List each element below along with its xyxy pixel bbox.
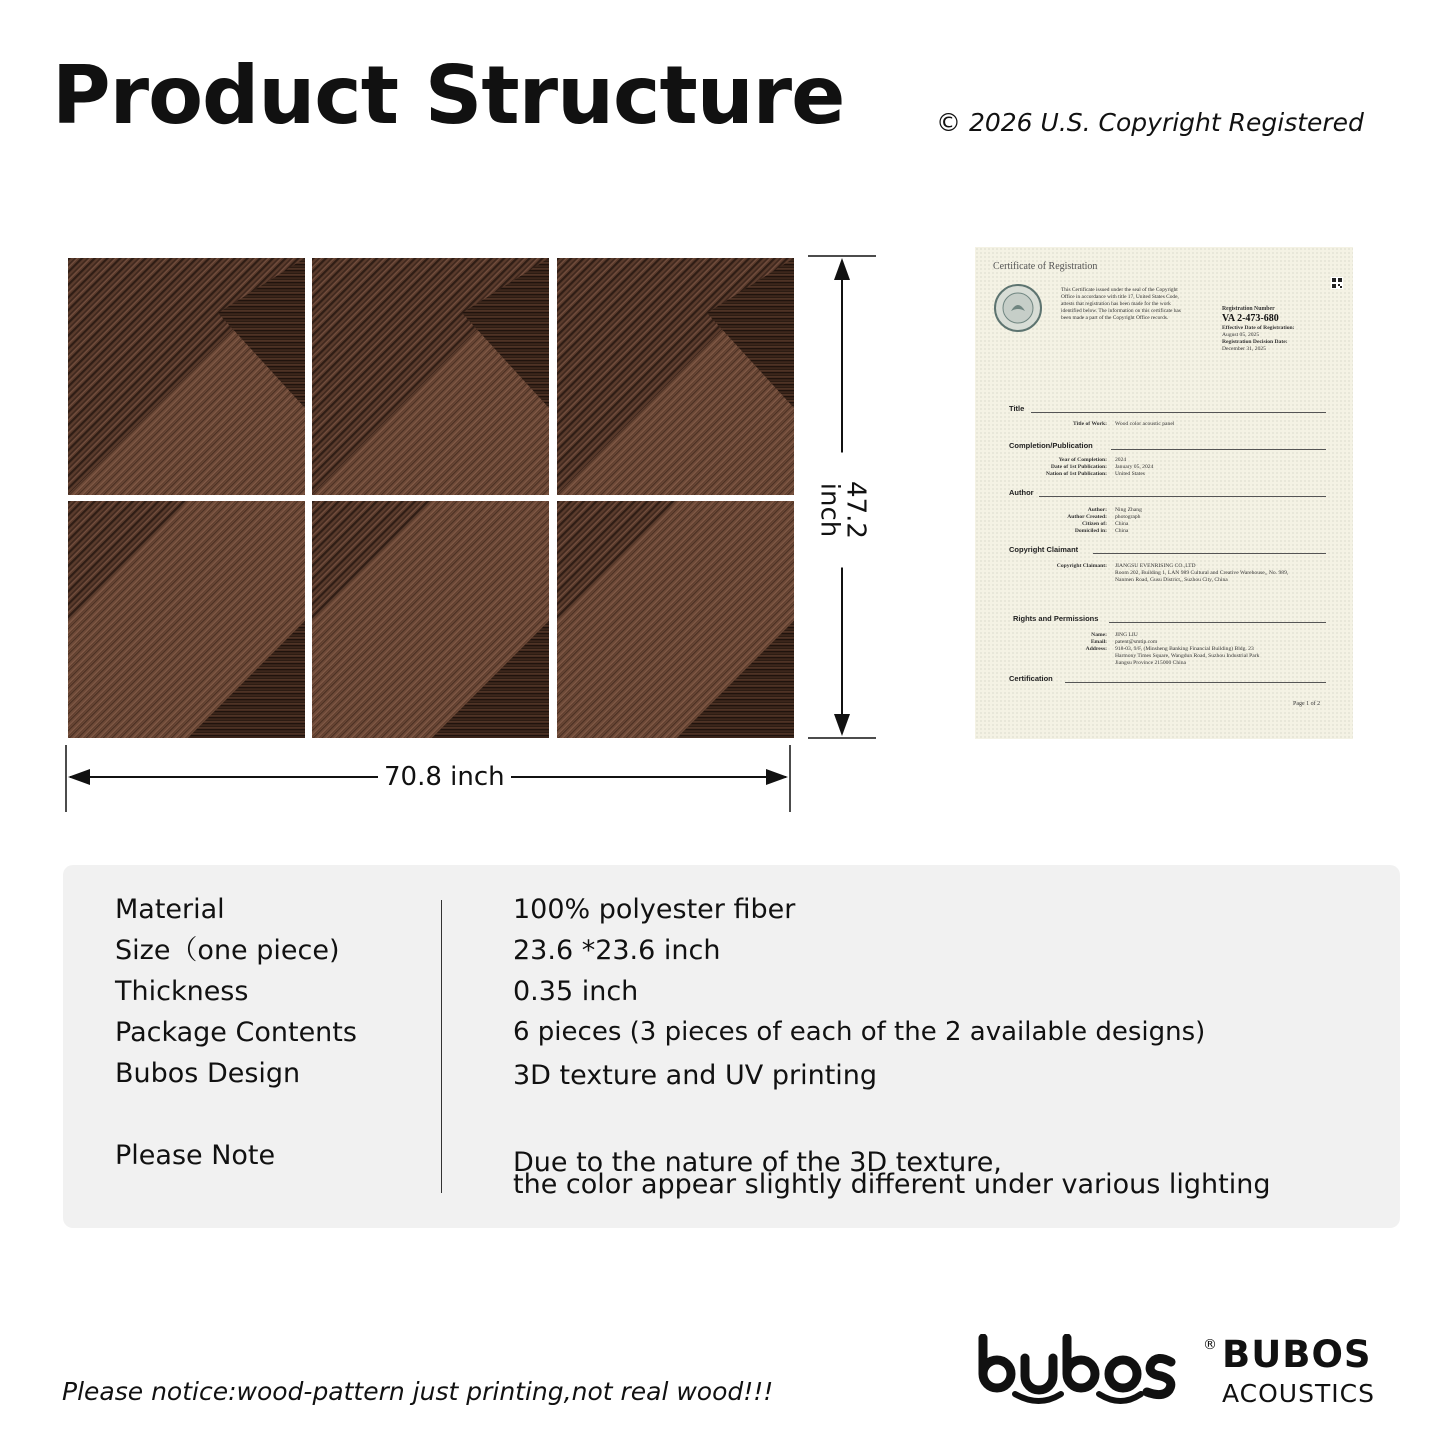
section-rule xyxy=(1065,682,1326,683)
rights-address-line: Jiangsu Province 215000 China xyxy=(1115,660,1187,666)
first-publication-label: Date of 1st Publication: xyxy=(1050,464,1107,470)
spec-table xyxy=(63,865,1400,1228)
spec-value-note-line-2: the color appear slightly different under various lighting xyxy=(513,1169,1271,1200)
nation: United States xyxy=(1115,471,1145,477)
year-of-completion-label: Year of Completion: xyxy=(1058,457,1107,463)
domiciled-label: Domiciled in: xyxy=(1074,528,1107,534)
section-completion: Completion/Publication xyxy=(1009,441,1093,450)
first-publication: January 05, 2024 xyxy=(1115,464,1154,470)
certificate-heading: Certificate of Registration xyxy=(993,261,1098,272)
claimant-label: Copyright Claimant: xyxy=(1056,563,1107,569)
effective-date: August 05, 2025 xyxy=(1222,332,1260,338)
section-rule xyxy=(1031,412,1326,413)
bubos-logo-wordmark xyxy=(975,1334,1185,1410)
certificate-intro-1: This Certificate issued under the seal of the Copyright xyxy=(1061,287,1178,293)
certificate-intro-3: attests that registration has been made for the work xyxy=(1061,301,1171,307)
brand-name: BUBOS xyxy=(1222,1333,1372,1376)
spec-label-size: Size（one piece) xyxy=(115,935,340,966)
section-certification: Certification xyxy=(1009,674,1053,683)
spec-label-material: Material xyxy=(115,894,225,925)
copyright-office-seal-icon xyxy=(993,283,1043,333)
qr-code-icon xyxy=(1331,277,1343,289)
decision-date: December 31, 2025 xyxy=(1222,346,1266,352)
width-arrow-head-right xyxy=(766,769,788,785)
spec-divider xyxy=(441,900,442,1193)
spec-value-material: 100% polyester fiber xyxy=(513,894,796,925)
author-label: Author: xyxy=(1087,507,1107,513)
brand-subtitle: ACOUSTICS xyxy=(1222,1379,1375,1408)
citizen-label: Citizen of: xyxy=(1081,521,1107,527)
registration-number-label: Registration Number xyxy=(1222,306,1275,312)
decision-date-label: Registration Decision Date: xyxy=(1222,339,1288,345)
section-rule xyxy=(1093,553,1326,554)
page-title: Product Structure xyxy=(52,49,845,142)
section-rule xyxy=(1109,622,1326,623)
rights-email: patent@smtip.com xyxy=(1115,639,1158,645)
registration-number: VA 2-473-680 xyxy=(1222,313,1279,324)
claimant-line: Room 202, Building 1, LAN 989 Cultural and Creative Warehouse,, No. 989, xyxy=(1115,570,1289,576)
section-rights: Rights and Permissions xyxy=(1013,614,1099,623)
section-title: Title xyxy=(1009,404,1025,413)
width-label: 70.8 inch xyxy=(378,762,511,792)
certificate-intro-4: identified below. The information on this certificate has xyxy=(1061,308,1181,314)
height-arrow-head-bottom xyxy=(834,714,850,736)
author: Ning Zhang xyxy=(1115,507,1142,513)
author-created: photograph xyxy=(1115,514,1141,520)
spec-value-package: 6 pieces (3 pieces of each of the 2 available designs) xyxy=(513,1017,1206,1047)
effective-date-label: Effective Date of Registration: xyxy=(1222,325,1295,331)
spec-value-thickness: 0.35 inch xyxy=(513,976,639,1007)
spec-value-note-line-1: Due to the nature of the 3D texture, xyxy=(513,1147,1002,1178)
rights-address-label: Address: xyxy=(1085,646,1107,652)
spec-label-design: Bubos Design xyxy=(115,1058,301,1089)
title-of-work-label: Title of Work: xyxy=(1073,421,1107,427)
spec-label-thickness: Thickness xyxy=(115,976,249,1007)
rights-address-line: 918-03, 9/F, (Minsheng Banking Financial Building) Bldg. 23 xyxy=(1115,646,1254,652)
title-of-work: Wood color acoustic panel xyxy=(1115,421,1175,427)
spec-value-design: 3D texture and UV printing xyxy=(513,1060,878,1091)
spec-value-size: 23.6 *23.6 inch xyxy=(513,935,721,966)
section-rule xyxy=(1039,496,1326,497)
registered-mark: ® xyxy=(1203,1337,1217,1353)
height-arrow-head-top xyxy=(834,258,850,280)
certificate-intro-2: Office in accordance with title 17, United States Code, xyxy=(1061,294,1179,300)
rights-name-label: Name: xyxy=(1091,632,1107,638)
certificate-page: Page 1 of 2 xyxy=(1293,701,1321,707)
claimant-line: JIANGSU EVENRISING CO.,LTD xyxy=(1115,563,1196,569)
year-of-completion: 2024 xyxy=(1115,457,1127,463)
rights-email-label: Email: xyxy=(1090,639,1107,645)
section-rule xyxy=(1111,449,1326,450)
section-author: Author xyxy=(1009,488,1034,497)
spec-label-note: Please Note xyxy=(115,1140,276,1171)
domiciled: China xyxy=(1115,528,1129,534)
section-claimant: Copyright Claimant xyxy=(1009,545,1079,554)
spec-label-package: Package Contents xyxy=(115,1017,357,1048)
claimant-line: Nanmen Road, Gusu District,, Suzhou City, China xyxy=(1115,577,1228,583)
certificate-intro-5: been made a part of the Copyright Office records. xyxy=(1061,315,1169,321)
rights-name: JING LIU xyxy=(1115,632,1138,638)
wood-pattern-notice: Please notice:wood-pattern just printing,not real wood!!! xyxy=(62,1377,774,1406)
author-created-label: Author Created: xyxy=(1067,514,1107,520)
width-arrow-head-left xyxy=(68,769,90,785)
height-label: 47.2 inch xyxy=(815,453,871,568)
rights-address-line: Harmony Times Square, Wangdun Road, Suzhou Industrial Park xyxy=(1115,653,1260,659)
copyright-certificate xyxy=(975,247,1353,739)
citizen: China xyxy=(1115,521,1129,527)
nation-label: Nation of 1st Publication: xyxy=(1045,471,1107,477)
copyright-notice: © 2026 U.S. Copyright Registered xyxy=(936,108,1364,137)
